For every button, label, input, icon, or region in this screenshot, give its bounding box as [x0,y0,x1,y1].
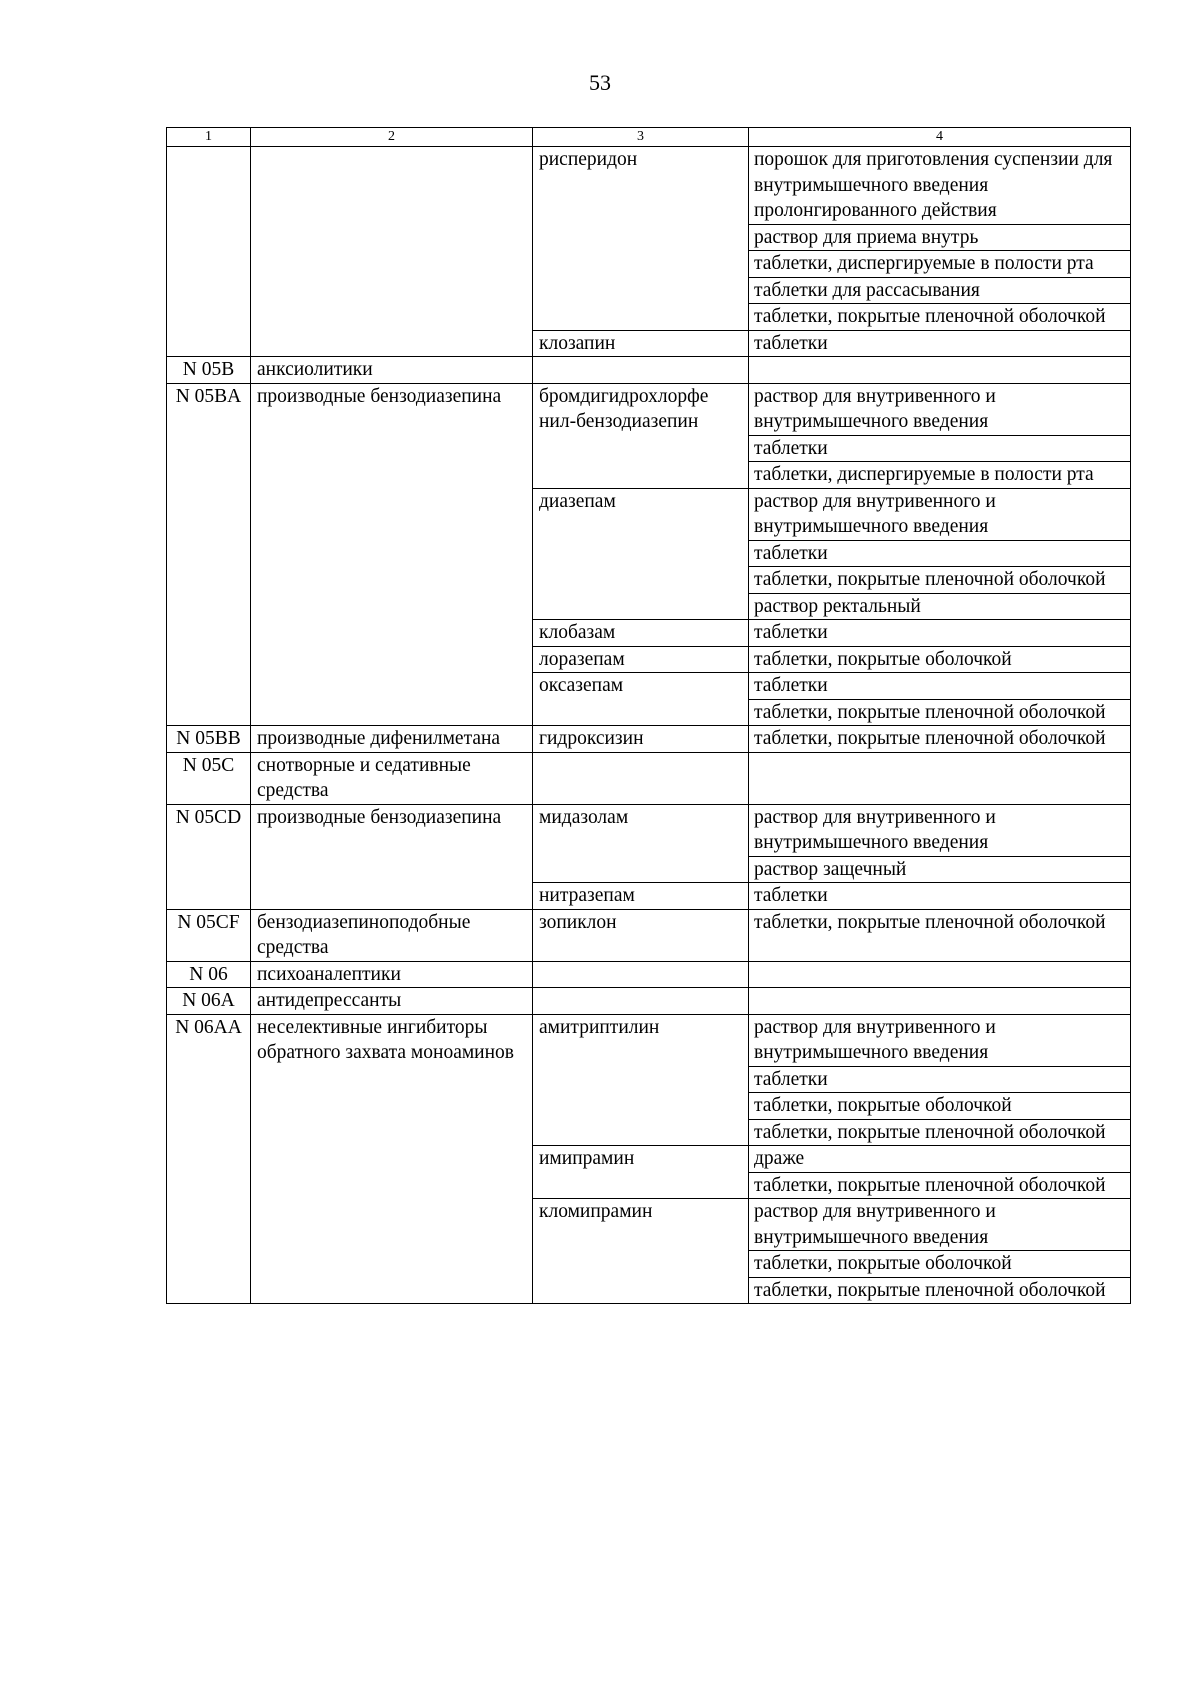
dosage-form-cell: таблетки [749,330,1131,357]
dosage-form-cell: драже [749,1146,1131,1173]
group-name-cell: производные бензодиазепина [251,383,533,726]
column-header-2: 2 [251,128,533,147]
drug-name-cell: имипрамин [533,1146,749,1199]
drug-name-cell [533,988,749,1015]
drug-name-cell: гидроксизин [533,726,749,753]
group-name-cell: антидепрессанты [251,988,533,1015]
table-row [167,1014,1131,1066]
column-header-1: 1 [167,128,251,147]
dosage-form-cell: таблетки, покрытые пленочной оболочкой [749,726,1131,753]
group-name-cell: бензодиазепиноподобные средства [251,909,533,961]
table-row [167,988,1131,1015]
dosage-form-cell: порошок для приготовления суспензии для внутримышечного введения пролонгированного действия [749,147,1131,225]
table-row [167,961,1131,988]
drug-name-cell [533,357,749,384]
dosage-form-cell: раствор для внутривенного и внутримышечного введения [749,383,1131,435]
dosage-form-cell: раствор для внутривенного и внутримышечного введения [749,1014,1131,1066]
atc-code-cell: N 06 [167,961,251,988]
dosage-form-cell: таблетки, покрытые пленочной оболочкой [749,699,1131,726]
dosage-form-cell: раствор защечный [749,856,1131,883]
drug-name-cell: клозапин [533,330,749,357]
atc-code-cell: N 05CF [167,909,251,961]
dosage-form-cell: раствор для внутривенного и внутримышечного введения [749,804,1131,856]
dosage-form-cell: таблетки, покрытые оболочкой [749,646,1131,673]
table-row [167,752,1131,804]
dosage-form-cell: таблетки [749,540,1131,567]
drug-name-cell: клобазам [533,620,749,647]
group-name-cell: неселективные ингибиторы обратного захвата моноаминов [251,1014,533,1304]
group-name-cell [251,147,533,357]
dosage-form-cell: таблетки [749,1066,1131,1093]
medication-table [166,127,1131,1304]
dosage-form-cell [749,752,1131,804]
dosage-form-cell: таблетки, покрытые пленочной оболочкой [749,1119,1131,1146]
dosage-form-cell: таблетки, диспергируемые в полости рта [749,251,1131,278]
dosage-form-cell: таблетки [749,673,1131,700]
column-header-3: 3 [533,128,749,147]
dosage-form-cell: раствор для внутривенного и внутримышечного введения [749,488,1131,540]
dosage-form-cell: таблетки, покрытые пленочной оболочкой [749,567,1131,594]
dosage-form-cell: таблетки, покрытые пленочной оболочкой [749,1172,1131,1199]
table-row [167,383,1131,435]
dosage-form-cell: раствор для приема внутрь [749,224,1131,251]
group-name-cell: снотворные и седативные средства [251,752,533,804]
dosage-form-cell: таблетки, покрытые пленочной оболочкой [749,1277,1131,1304]
drug-name-cell: амитриптилин [533,1014,749,1146]
atc-code-cell: N 05C [167,752,251,804]
dosage-form-cell [749,961,1131,988]
atc-code-cell [167,147,251,357]
table-row [167,147,1131,225]
dosage-form-cell [749,988,1131,1015]
group-name-cell: производные дифенилметана [251,726,533,753]
dosage-form-cell: таблетки, покрытые оболочкой [749,1093,1131,1120]
atc-code-cell: N 05B [167,357,251,384]
dosage-form-cell: раствор ректальный [749,593,1131,620]
dosage-form-cell: таблетки [749,883,1131,910]
dosage-form-cell: таблетки, покрытые пленочной оболочкой [749,909,1131,961]
drug-name-cell: рисперидон [533,147,749,331]
dosage-form-cell: раствор для внутривенного и внутримышечного введения [749,1199,1131,1251]
group-name-cell: анксиолитики [251,357,533,384]
drug-name-cell: диазепам [533,488,749,620]
atc-code-cell: N 05BB [167,726,251,753]
atc-code-cell: N 06AA [167,1014,251,1304]
group-name-cell: психоаналептики [251,961,533,988]
atc-code-cell: N 05BA [167,383,251,726]
drug-name-cell: лоразепам [533,646,749,673]
dosage-form-cell: таблетки, покрытые пленочной оболочкой [749,304,1131,331]
page-number: 53 [589,70,611,95]
atc-code-cell: N 05CD [167,804,251,909]
column-header-4: 4 [749,128,1131,147]
atc-code-cell: N 06A [167,988,251,1015]
drug-name-cell: кломипрамин [533,1199,749,1304]
drug-name-cell: оксазепам [533,673,749,726]
table-row [167,804,1131,856]
dosage-form-cell: таблетки [749,435,1131,462]
dosage-form-cell: таблетки, покрытые оболочкой [749,1251,1131,1278]
drug-name-cell [533,961,749,988]
dosage-form-cell: таблетки, диспергируемые в полости рта [749,462,1131,489]
table-header-row [167,128,1131,147]
drug-name-cell [533,752,749,804]
group-name-cell: производные бензодиазепина [251,804,533,909]
dosage-form-cell: таблетки для рассасывания [749,277,1131,304]
drug-name-cell: мидазолам [533,804,749,883]
drug-name-cell: бромдигидрохлорфе нил-бензодиазепин [533,383,749,488]
table-row [167,357,1131,384]
table-row [167,909,1131,961]
drug-name-cell: нитразепам [533,883,749,910]
table-row [167,726,1131,753]
dosage-form-cell [749,357,1131,384]
dosage-form-cell: таблетки [749,620,1131,647]
drug-name-cell: зопиклон [533,909,749,961]
